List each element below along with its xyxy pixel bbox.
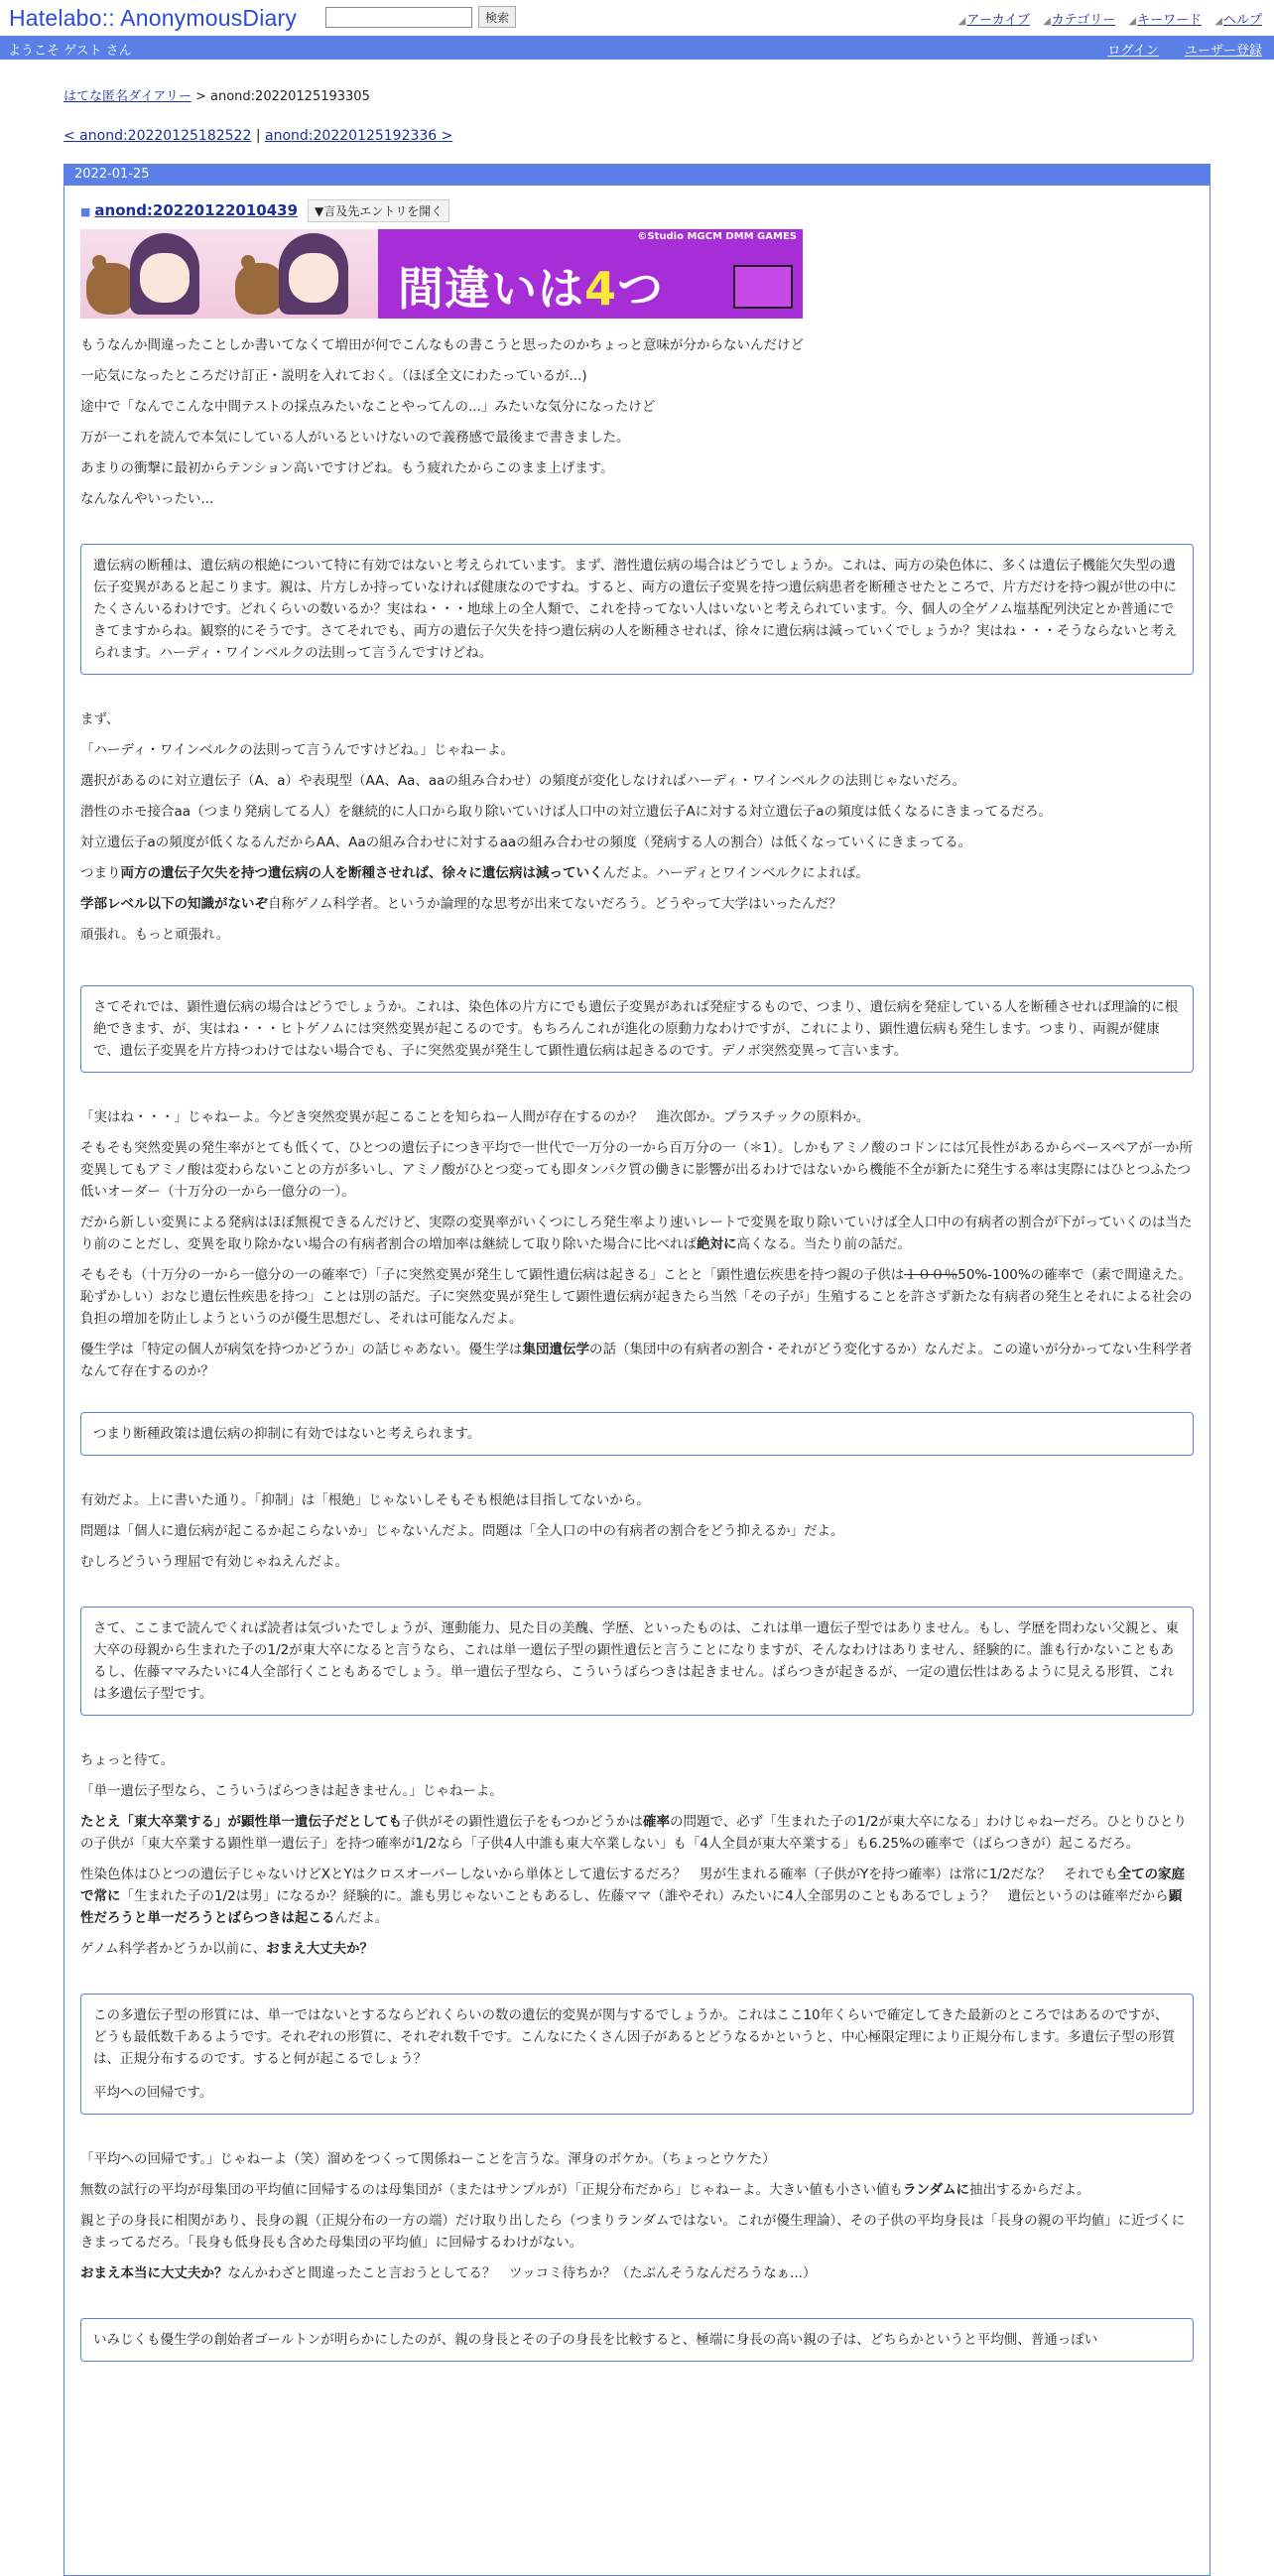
blockquote: この多遺伝子型の形質には、単一ではないとするならどれくらいの数の遺伝的変異が関与するでしょうか。これはここ10年くらいで確定してきた最新のところではあるのですが、どうも最低数千あるようです。それぞれの形質に、それぞれ数千です。こんなにたくさん因子があるとどうなるかというと、中心極限定理により正規分布します。多遺伝子型の形質は、正規分布するのです。すると何が起こるでしょう？ 平均への回帰です。 (80, 1994, 1194, 2115)
banner-copyright: ©Studio MGCM DMM GAMES (637, 231, 797, 242)
paragraph: 学部レベル以下の知識がないぞ自称ゲノム科学者。というか論理的な思考が出来てないだろう。どうやって大学はいったんだ？ (80, 896, 842, 912)
search-input[interactable] (325, 7, 472, 28)
paragraph: そもそも突然変異の発生率がとても低くて、ひとつの遺伝子につき平均で一世代で一万分の一から百万分の一（＊1）。しかもアミノ酸のコドンには冗長性があるからベースペアが一か所変異してもアミノ酸は変わらないことの方が多いし、アミノ酸がひとつ変っても即タンパク質の働きに影響が出るわけではないから機能不全が新たに発生する率は実際にはひとつふたつ低いオーダー（十万分の一から一億分の一）。 (80, 1140, 1193, 1200)
nav-archive-link[interactable]: アーカイブ (966, 13, 1030, 28)
paragraph: もうなんか間違ったことしか書いてなくて増田が何でこんなもの書こうと思ったのかちょっと意味が分からないんだけど (80, 337, 804, 353)
paragraph: 「平均への回帰です。」じゃねーよ（笑）溜めをつくって関係ねーことを言うな。渾身のボケか。（ちょっとウケた） (80, 2151, 776, 2167)
day-date: 2022-01-25 (64, 164, 1210, 186)
paragraph: 優生学は「特定の個人が病気を持つかどうか」の話じゃあない。優生学は集団遺伝学の話（集団中の有病者の割合・それがどう変化するか）なんだよ。この違いが分かってない生科学者なんて存在するのか？ (80, 1342, 1193, 1379)
arrow-icon: ◢ (1043, 16, 1051, 27)
welcome-text: ようこそ ゲスト さん (8, 44, 132, 59)
banner-character-image (229, 229, 378, 319)
paragraph: つまり両方の遺伝子欠失を持つ遺伝病の人を断種させれば、徐々に遺伝病は減っていくんだよ。ハーディとワインベルクによれば。 (80, 865, 869, 881)
login-link[interactable]: ログイン (1107, 44, 1159, 59)
arrow-icon: ◢ (957, 16, 966, 27)
paragraph: あまりの衝撃に最初からテンション高いですけどね。もう疲れたからこのまま上げます。 (80, 460, 614, 476)
banner-character-image (80, 229, 229, 319)
breadcrumb-home-link[interactable]: はてな匿名ダイアリー (64, 89, 191, 104)
blockquote: つまり断種政策は遺伝病の抑制に有効ではないと考えられます。 (80, 1412, 1194, 1456)
prev-entry-link[interactable]: < anond:20220125182522 (64, 128, 252, 144)
paragraph: 問題は「個人に遺伝病が起こるか起こらないか」じゃないんだよ。問題は「全人口の中の有病者の割合をどう抑えるか」だよ。 (80, 1523, 844, 1539)
paragraph: 「単一遺伝子型なら、こういうばらつきは起きません。」じゃねーよ。 (80, 1783, 503, 1799)
arrow-icon: ◢ (1214, 16, 1222, 27)
square-icon: ■ (80, 205, 91, 218)
paragraph: まず、 (80, 711, 120, 727)
register-link[interactable]: ユーザー登録 (1184, 44, 1262, 59)
next-entry-link[interactable]: anond:20220125192336 > (265, 128, 453, 144)
paragraph: 「実はね・・・」じゃねーよ。今どき突然変異が起こることを知らねー人間が存在するのか？ 進次郎か。プラスチックの原料か。 (80, 1109, 870, 1125)
paragraph: なんなんやいったい... (80, 491, 214, 507)
nav-keyword-link[interactable]: キーワード (1137, 13, 1203, 28)
paragraph: 対立遺伝子aの頻度が低くなるんだからAA、Aaの組み合わせに対するaaの組み合わせの頻度（発病する人の割合）は低くなっていくにきまってる。 (80, 835, 972, 850)
breadcrumb: はてな匿名ダイアリー > anond:20220125193305 (64, 89, 370, 104)
arrow-icon: ◢ (1128, 16, 1137, 27)
ad-banner[interactable] (80, 229, 803, 319)
open-reference-button[interactable]: ▼言及先エントリを開く (308, 199, 449, 222)
blockquote: さて、ここまで読んでくれば読者は気づいたでしょうが、運動能力、見た目の美醜、学歴、といったものは、これは単一遺伝子型ではありません。もし、学歴を問わない父親と、東大卒の母親から生まれた子の1/2が東大卒になると言うなら、これは単一遺伝子型の顕性遺伝と言うことになりますが、そんなわけはありません、経験的に。誰も行かないこともあるし、佐藤ママみたいに4人全部行くこともあるでしょう。単一遺伝子型なら、こういうばらつきは起きません。ばらつきが起きるが、一定の遺伝性はあるように見える形質、これは多遺伝子型です。 (80, 1607, 1194, 1716)
paragraph: 選択があるのに対立遺伝子（A、a）や表現型（AA、Aa、aaの組み合わせ）の頻度が変化しなければハーディ・ワインベルクの法則じゃないだろ。 (80, 773, 966, 789)
paragraph: ゲノム科学者かどうか以前に、おまえ大丈夫か？ (80, 1941, 374, 1957)
site-logo[interactable]: Hatelabo:: AnonymousDiary (9, 5, 298, 31)
paragraph: たとえ「東大卒業する」が顕性単一遺伝子だとしても子供がその顕性遺伝子をもつかどうかは確率の問題で、必ず「生まれた子の1/2が東大卒になる」わけじゃねーだろ。ひとりひとりの子供が「東大卒業する顕性単一遺伝子」を持つ確率が1/2なら「子供4人中誰も東大卒業しない」も「4人全員が東大卒業する」も6.25%の確率で（ばらつきが）起こるだろ。 (80, 1814, 1187, 1852)
breadcrumb-current: anond:20220125193305 (210, 89, 370, 104)
entry-body (80, 334, 1194, 2362)
paragraph: だから新しい変異による発病はほぼ無視できるんだけど、実際の変異率がいくつにしろ発生率より速いレートで変異を取り除いていけば全人口中の有病者の割合が下がっていくのは当たり前のことだし、変異を取り除かない場合の有病者割合の増加率は継続して取り除いた場合に比べれば絶対に高くなる。当たり前の話だ。 (80, 1215, 1193, 1252)
header-nav (950, 9, 1262, 28)
paragraph: 頑張れ。もっと頑張れ。 (80, 927, 230, 943)
banner-title: 間違いは4つ (398, 262, 665, 316)
banner-game-logo (733, 265, 793, 309)
pager: < anond:20220125182522 | anond:20220125192336 > (64, 128, 453, 144)
paragraph: 親と子の身長に相関があり、長身の親（正規分布の一方の端）だけ取り出したら（つまりランダムではない。これが優生理論）、その子供の平均身長は「長身の親の平均値」に近づくにきまってるだろ。「長身も低身長も含めた母集団の平均値」に回帰するわけがない。 (80, 2213, 1186, 2251)
paragraph: 一応気になったところだけ訂正・説明を入れておく。（ほぼ全文にわたっているが...) (80, 368, 587, 384)
user-bar (0, 36, 1274, 60)
paragraph: 潜性のホモ接合aa（つまり発病してる人）を継続的に人口から取り除いていけば人口中の対立遺伝子Aに対する対立遺伝子aの頻度は低くなるにきまってるだろ。 (80, 804, 1053, 820)
paragraph: 無数の試行の平均が母集団の平均値に回帰するのは母集団が（またはサンプルが）「正規分布だから」じゃねーよ。大きい値も小さい値もランダムに抽出するからだよ。 (80, 2182, 1090, 2198)
header (0, 0, 1274, 36)
nav-category-link[interactable]: カテゴリー (1051, 13, 1116, 28)
paragraph: 万が一これを読んで本気にしている人がいるといけないので義務感で最後まで書きました。 (80, 430, 630, 446)
blockquote: いみじくも優生学の創始者ゴールトンが明らかにしたのが、親の身長とその子の身長を比較すると、極端に身長の高い親の子は、どちらかというと平均側、普通っぽい (80, 2318, 1194, 2362)
paragraph: ちょっと待て。 (80, 1752, 175, 1768)
main-content (64, 60, 1210, 2576)
day-section (64, 164, 1210, 2576)
entry-title (80, 199, 1194, 223)
search-button[interactable]: 検索 (478, 6, 516, 28)
paragraph: 有効だよ。上に書いた通り。「抑制」は「根絶」じゃないしそもそも根絶は目指してないから。 (80, 1492, 650, 1508)
blockquote: 遺伝病の断種は、遺伝病の根絶について特に有効ではないと考えられています。まず、潜性遺伝病の場合はどうでしょうか。これは、両方の染色体に、多くは遺伝子機能欠失型の遺伝子変異があると起こります。親は、片方しか持っていなければ健康なのですね。すると、両方の遺伝子変異を持つ遺伝病患者を断種させたところで、片方だけを持つ親が世の中にたくさんいるわけです。どれくらいの数いるか？実はね・・・地球上の全人類で、これを持ってない人はいないと考えられています。今、個人の全ゲノム塩基配列決定とか普通にできてますからね。観察的にそうです。さてそれでも、両方の遺伝子欠失を持つ遺伝病の人を断種させれば、徐々に遺伝病は減っていくでしょうか？実はね・・・そうならないと考えられます。ハーディ・ワインベルクの法則って言うんですけどね。 (80, 544, 1194, 675)
paragraph: むしろどういう理屈で有効じゃねえんだよ。 (80, 1554, 348, 1570)
blockquote: さてそれでは、顕性遺伝病の場合はどうでしょうか。これは、染色体の片方にでも遺伝子変異があれば発症するもので、つまり、遺伝病を発症している人を断種させれば理論的に根絶できます、が、実はね・・・ヒトゲノムには突然変異が起こるのです。もちろんこれが進化の原動力なわけですが、これにより、顕性遺伝病も発生します。つまり、両親が健康で、遺伝子変異を片方持つわけではない場合でも、子に突然変異が発生して顕性遺伝病は起きるのです。デノボ突然変異って言います。 (80, 985, 1194, 1073)
entry-title-link[interactable]: anond:20220122010439 (94, 201, 299, 219)
paragraph: 性染色体はひとつの遺伝子じゃないけどXとYはクロスオーバーしないから単体として遺伝するだろ？ 男が生まれる確率（子供がYを持つ確率）は常に1/2だな？ それでも全ての家庭で常に「生まれた子の1/2は男」になるか？経験的に。誰も男じゃないこともあるし、佐藤ママ（誰やそれ）みたいに4人全部男のこともあるでしょう？ 遺伝というのは確率だから顕性だろうと単一だろうとばらつきは起こるんだよ。 (80, 1867, 1186, 1926)
paragraph: おまえ本当に大丈夫か？なんかわざと間違ったこと言おうとしてる？ ツッコミ待ちか？（たぶんそうなんだろうなぁ...） (80, 2265, 817, 2281)
nav-help-link[interactable]: ヘルプ (1222, 13, 1262, 28)
paragraph: そもそも（十万分の一から一億分の一の確率で）「子に突然変異が発生して顕性遺伝病は起きる」ことと「顕性遺伝疾患を持つ親の子供は１００％50%-100%の確率で（素で間違えた。恥ずかしい）おなじ遺伝性疾患を持つ」ことは別の話だ。子に突然変異が発生して顕性遺伝病が起きたら当然「その子が」生殖することを許さず新たな有病者の発生とそれによる社会の負担の増加を防止しようというのが優生思想だし、それは可能なんだよ。 (80, 1267, 1193, 1327)
paragraph: 途中で「なんでこんな中間テストの採点みたいなことやってんの...」みたいな気分になったけど (80, 399, 656, 415)
entry (64, 186, 1210, 2362)
paragraph: 「ハーディ・ワインベルクの法則って言うんですけどね。」じゃねーよ。 (80, 742, 514, 758)
